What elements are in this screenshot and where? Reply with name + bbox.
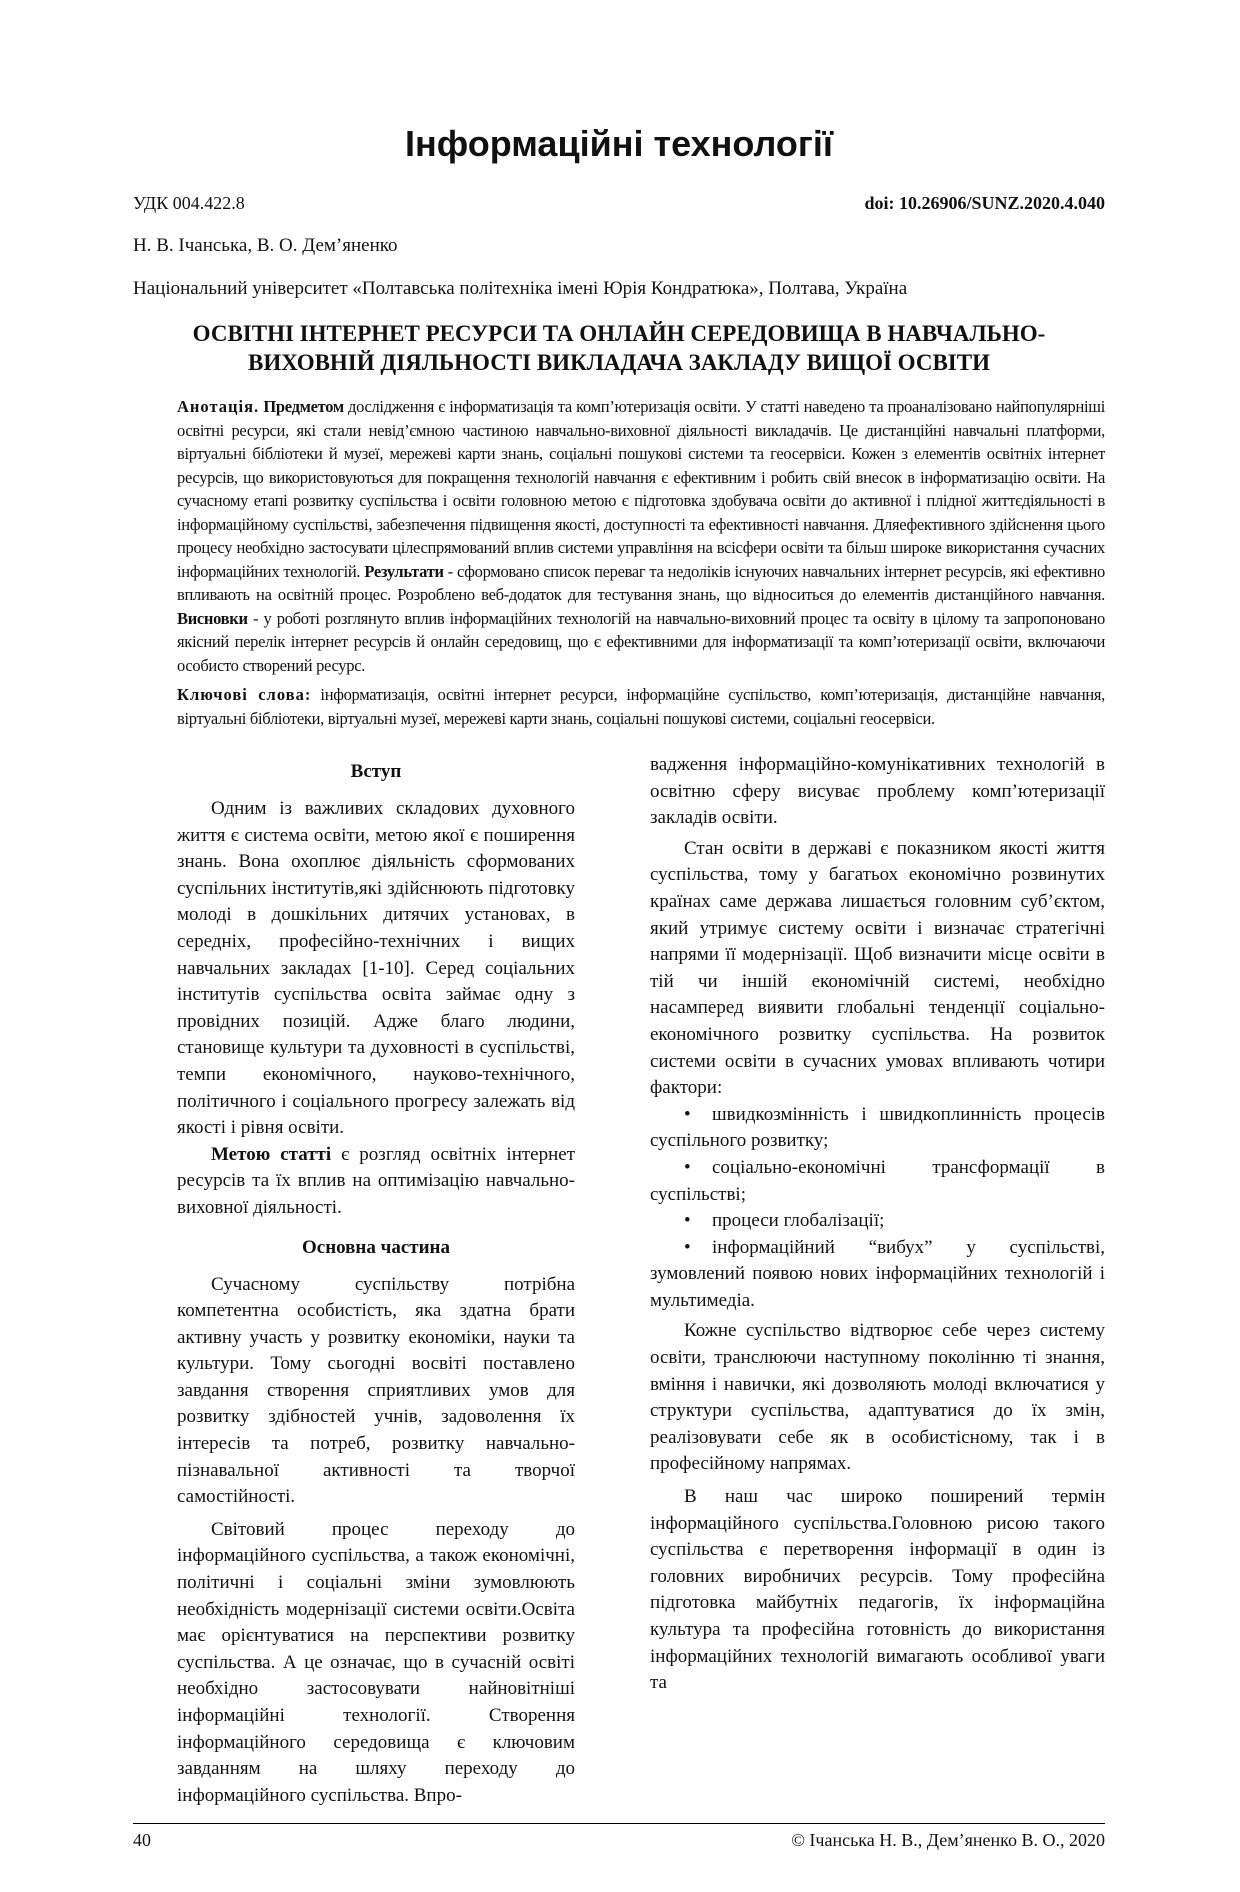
main-heading: Основна частина bbox=[301, 1236, 451, 1258]
list-item bbox=[650, 1208, 1105, 1235]
results-label: Результати bbox=[364, 561, 444, 581]
list-item bbox=[650, 1102, 1105, 1155]
list-item bbox=[650, 1155, 1105, 1208]
abstract-subject-label: Предметом bbox=[263, 397, 344, 416]
paragraph: вадження інформаційно-комунікативних технологій в освітню сферу висуває проблему комп’ютеризації закладів освіти. bbox=[650, 754, 1105, 829]
right-column bbox=[650, 752, 1105, 1809]
paragraph: В наш час широко поширений термін інформаційного суспільства.Головною рисою такого суспільства є перетворення інформації в один із головних виробничих ресурсів. Тому професійна підготовка майбутніх педагогів, їх інформаційна культура та професійна готовність до використання інформаційних технологій вимагають особливої уваги та bbox=[650, 1486, 1105, 1694]
paragraph: Сучасному суспільству потрібна компетентна особистість, яка здатна брати активну участь у розвитку економіки, науки та культури. Тому сьогодні восвіті поставлено завдання створення сприятливих умов для розвитку здібностей учнів, задоволення їх інтересів та потреб, розвитку навчально-пізнавальної активності та творчої самостійності. bbox=[177, 1273, 575, 1508]
meta-row bbox=[133, 191, 1105, 215]
results-text: - сформовано список переваг та недоліків існуючих навчальних інтернет ресурсів, які ефективно впливають на освітній процес. Розроблено веб-додаток для тестування знань, що відноситься до елементів дистанційного навчання. bbox=[177, 561, 1105, 604]
keywords bbox=[177, 683, 1105, 730]
conclusions-text: - у роботі розглянуто вплив інформаційних технологій на навчально-виховний процес та освіту в цілому та запропоновано якісний перелік інтернет ресурсів й онлайн середовищ, що є ефективними для інформатизації та комп’ютеризації освіти, включаючи особисто створений ресурс. bbox=[177, 608, 1105, 675]
paragraph: Світовий процес переходу до інформаційного суспільства, а також економічні, політичні і соціальні зміни зумовлюють необхідність модернізації системи освіти.Освіта має орієнтуватися на перспективи розвитку суспільства. А це означає, що в сучасній освіті необхідно застосовувати найновітніші інформаційні технології. Створення інформаційного середовища є ключовим завданням на шляху переходу до інформаційного суспільства. Впро- bbox=[177, 1518, 575, 1806]
purpose-label: Метою статті bbox=[211, 1143, 332, 1165]
list-item bbox=[650, 1235, 1105, 1315]
bullet-icon: • bbox=[684, 1210, 691, 1232]
affiliation: Національний університет «Полтавська політехніка імені Юрія Кондратюка», Полтава, Україна bbox=[133, 278, 908, 299]
abstract bbox=[177, 395, 1105, 730]
paragraph: Стан освіти в державі є показником якості життя суспільства, тому у багатьох економічно розвинутих країнах саме держава лишається головним суб’єктом, який утримує систему освіти і визначає стратегічні напрями її модернізації. Щоб визначити місце освіти в тій чи іншій економічній системі, необхідно насамперед виявити глобальні тенденції соціально-економічного розвитку суспільства. На розвиток системи освіти в сучасних умовах впливають чотири фактори: bbox=[650, 837, 1105, 1099]
conclusions-label: Висновки bbox=[177, 608, 248, 628]
abstract-body: дослідження є інформатизація та комп’ютеризація освіти. У статті наведено та проаналізовано найпопулярніші освітні ресурси, які стали невід’ємною частиною навчально-виховної діяльності викладачів. Це дистанційні навчальні платформи, віртуальні бібліотеки й музеї, мережеві карти знань, соціальні пошукові системи та геосервіси. Кожен з елементів освітніх інтернет ресурсів, що використовуються для покращення технологій навчання є ефективним і робить свій внесок в інформатизацію освіти. На сучасному етапі розвитку суспільства і освіти головною метою є підготовка здобувача освіти до активної і плідної життєдіяльності в інформаційному суспільстві, забезпечення підвищення якості, доступності та ефективності навчання. Дляефективного здійснення цього процесу необхідно застосувати цілеспрямований вплив системи управління на всісфери освіти та більш широке використання сучасних інформаційних технологій. bbox=[177, 397, 1105, 581]
bullet-icon: • bbox=[684, 1236, 691, 1258]
authors: Н. В. Ічанська, В. О. Дем’яненко bbox=[133, 235, 398, 256]
page-footer bbox=[133, 1823, 1105, 1852]
left-column bbox=[177, 752, 575, 1809]
keywords-text: інформатизація, освітні інтернет ресурси, інформаційне суспільство, комп’ютеризація, дистанційне навчання, віртуальні бібліотеки, віртуальні музеї, мережеві карти знань, соціальні пошукові системи, соціальні геосервіси. bbox=[177, 685, 1105, 728]
purpose-text: є розгляд освітніх інтернет ресурсів та їх вплив на оптимізацію навчально-виховної діяльності. bbox=[177, 1143, 576, 1218]
keywords-label: Ключові слова: bbox=[177, 685, 312, 704]
paragraph: Кожне суспільство відтворює себе через систему освіти, транслюючи наступному поколінню ті знання, вміння і навички, які дозволяють молоді включатися у структури суспільства, адаптуватися до їх змін, реалізовувати себе як в особистісному, так і в професійному напрямах. bbox=[650, 1320, 1105, 1475]
bullet-icon: • bbox=[684, 1103, 691, 1125]
abstract-label: Анотація. bbox=[177, 397, 260, 416]
factors-list bbox=[650, 1102, 1105, 1315]
list-item-text: інформаційний “вибух” у суспільстві, зумовлений появою нових інформаційних технологій і мультимедіа. bbox=[650, 1236, 1105, 1311]
copyright: © Ічанська Н. В., Дем’яненко В. О., 2020 bbox=[791, 1830, 1105, 1851]
list-item-text: процеси глобалізації; bbox=[712, 1210, 885, 1232]
intro-heading: Вступ bbox=[350, 761, 402, 782]
paragraph: Одним із важливих складових духовного життя є система освіти, метою якої є поширення знань. Вона охоплює діяльність сформованих суспільних інститутів,які здійснюють підготовку молоді в дошкільних дитячих установах, в середніх, професійно-технічних і вищих навчальних закладах [1-10]. Серед соціальних інститутів суспільства освіта займає одну з провідних позицій. Адже благо людини, становище культури та духовності в суспільстві, темпи економічного, науково-технічного, політичного і соціального прогресу залежать від якості і рівня освіти. bbox=[177, 798, 575, 1139]
list-item-text: швидкозмінність і швидкоплинність процесів суспільного розвитку; bbox=[650, 1103, 1105, 1152]
bullet-icon: • bbox=[684, 1156, 691, 1178]
paragraph-purpose bbox=[177, 1142, 575, 1222]
body-columns bbox=[177, 752, 1105, 1809]
journal-section-title: Інформаційні технології bbox=[404, 123, 833, 164]
page-number: 40 bbox=[133, 1830, 151, 1851]
udk-code: УДК 004.422.8 bbox=[133, 193, 245, 213]
article-title: ОСВІТНІ ІНТЕРНЕТ РЕСУРСИ ТА ОНЛАЙН СЕРЕДОВИЩА В НАВЧАЛЬНО-ВИХОВНІЙ ДІЯЛЬНОСТІ ВИКЛАДАЧА ЗАКЛАДУ ВИЩОЇ ОСВІТИ bbox=[192, 321, 1046, 375]
list-item-text: соціально-економічні трансформації в суспільстві; bbox=[650, 1156, 1105, 1205]
doi: doi: 10.26906/SUNZ.2020.4.040 bbox=[864, 193, 1105, 213]
abstract-text bbox=[177, 395, 1105, 677]
